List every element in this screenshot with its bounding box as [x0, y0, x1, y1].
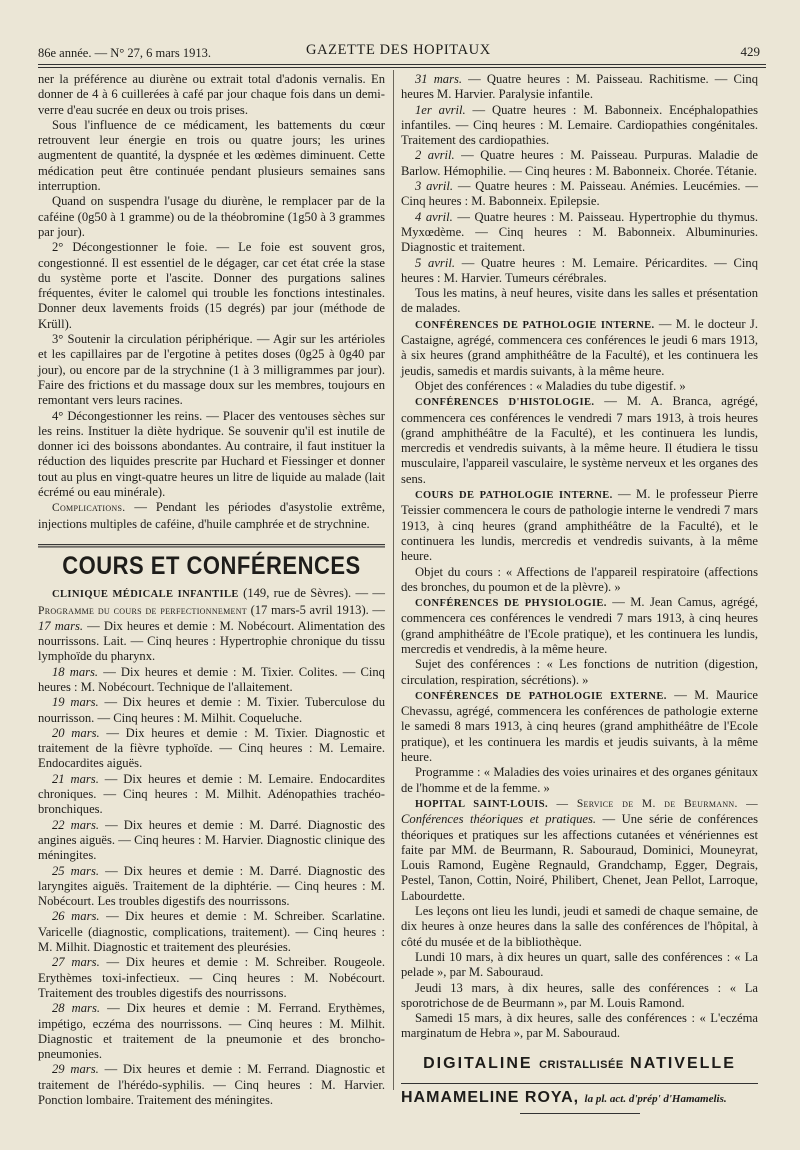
announcement-text: — M. le professeur Pierre Teissier commencera le cours de pathologie interne le vendredi 7 mars 1913, à cinq heures (grand amphithéâtre de la Faculté), et le continuera les lundis, mercredis et vendredis suivants, à la même heure.: [401, 487, 759, 564]
entry-text: — Dix heures et demie : M. Tixier. Colites. — Cinq heures : M. Nobécourt. Technique de l'allaitement.: [38, 664, 385, 694]
announcement-text: — Une série de conférences théoriques et pratiques sur les affections cutanées et vénériennes est faite par MM. de Beurmann, R. Sabouraud, Dominici, Mouneyrat, Louis Ramond, Eugène Regnauld, Grandchamp, Egger, Degrais, Pestel, Tanon, Cottin, Noiré, Philibert, Chenet, Jean Pellot, Larroque, Labourdette.: [401, 812, 758, 903]
announcement-heading: CONFÉRENCES DE PHYSIOLOGIE.: [415, 598, 607, 610]
course-heading: CLINIQUE MÉDICALE INFANTILE: [52, 589, 239, 601]
header-rule: [38, 64, 766, 68]
ad-word: NATIVELLE: [630, 1054, 736, 1072]
ornament-divider: [520, 1113, 640, 1114]
ad-subtext: la pl. act. d'prép' d'Hamamelis.: [584, 1093, 727, 1105]
paragraph: Sujet des conférences : « Les fonctions de nutrition (digestion, circulation, respiration, sécrétions). »: [401, 657, 758, 687]
schedule-entry: [38, 1001, 385, 1062]
schedule-entry: [38, 665, 385, 696]
announcement: [401, 317, 758, 379]
entry-date: 27 mars.: [52, 955, 100, 970]
paragraph: [38, 500, 385, 532]
paragraph: Jeudi 13 mars, à dix heures, salle des conférences : « La sporotrichose de de Beurmann », par M. Louis Ramond.: [401, 980, 758, 1010]
announcement: [401, 688, 758, 765]
entry-date: 20 mars.: [52, 725, 100, 740]
announcement: [401, 796, 758, 904]
schedule-entry: [401, 256, 758, 287]
entry-date: 4 avril.: [415, 209, 453, 224]
announcement: [401, 487, 758, 564]
left-column: [38, 72, 385, 1108]
entry-text: — Dix heures et demie : M. Ferrand. Erythèmes, impétigo, eczéma des nourrissons. — Cinq heures : M. Milhit. Diagnostic et traitement de la pneumonie et des broncho-pneumonies.: [38, 1001, 385, 1062]
advertisement-hamameline: [401, 1083, 758, 1107]
paragraph: Quand on suspendra l'usage du diurène, le remplacer par de la caféine (0g50 à 1 gramme) ou de la théobromine (1g50 à 3 grammes par jour).: [38, 194, 385, 239]
paragraph: Lundi 10 mars, à dix heures un quart, salle des conférences : « La pelade », par M. Sabouraud.: [401, 949, 758, 980]
schedule-entry: [401, 103, 758, 149]
entry-text: — Quatre heures : M. Lemaire. Péricardites. — Cinq heures : M. Harvier. Tumeurs cérébrales.: [401, 255, 758, 285]
paragraph: 3° Soutenir la circulation périphérique. — Agir sur les artérioles et les capillaires par de l'ergotine à petites doses (0g25 à 0g40 par jour), ou encore par de la strychnine (1 à 3 milligrammes par jour). Faire des frictions et du massage doux sur les membres, toujours en remontant vers leurs racines.: [38, 332, 385, 408]
paragraph-text: — Pendant les périodes d'asystolie extrême, injections multiples de caféine, d'huile camphrée et de strychnine.: [38, 500, 385, 531]
course-intro: [38, 586, 385, 664]
entry-date: 21 mars.: [52, 771, 99, 786]
schedule-entry: [38, 772, 385, 818]
announcement-heading: HOPITAL SAINT-LOUIS.: [415, 798, 548, 810]
paragraph: Sous l'influence de ce médicament, les battements du cœur retrouvent leur énergie en trois ou quatre jours; les urines augmentent de quantité, la dyspnée et les œdèmes diminuent. Cette médication peut être continuée pendant plusieurs semaines sans interruption.: [38, 117, 385, 194]
ad-word: HAMAMELINE ROYA,: [401, 1089, 580, 1106]
entry-date: 5 avril.: [415, 255, 455, 270]
entry-date: 22 mars.: [52, 817, 100, 832]
course-program: Programme du cours de perfectionnement: [38, 604, 247, 617]
entry-date: 26 mars.: [52, 909, 100, 924]
schedule-entry: [401, 148, 758, 179]
schedule-entry: [38, 726, 385, 772]
announcement-text: — M. le docteur J. Castaigne, agrégé, commencera ces conférences le jeudi 6 mars 1913, à six heures (grand amphithéâtre de la Faculté), et les continuera les jeudis, samedis et mardis suivants, à la même heure.: [401, 316, 758, 378]
ad-word: DIGITALINE: [423, 1054, 533, 1072]
entry-text: — Quatre heures : M. Paisseau. Rachitisme. — Cinq heures M. Harvier. Paralysie infantile.: [401, 72, 758, 102]
paragraph: Tous les matins, à neuf heures, visite dans les salles et présentation de malades.: [401, 286, 758, 316]
journal-title: GAZETTE DES HOPITAUX: [306, 42, 491, 58]
entry-text: — Dix heures et demie : M. Schreiber. Rougeole. Erythèmes toxi-infectieux. — Cinq heures : M. Nobécourt. Traitement des troubles digestifs des nourrissons.: [38, 955, 386, 1000]
schedule-entry: [401, 179, 758, 210]
announcement-subtitle: Conférences théoriques et pratiques.: [401, 812, 597, 827]
page-number: 429: [740, 44, 760, 59]
entry-text: — Dix heures et demie : M. Darré. Diagnostic des laryngites aiguës. Traitement de la diphtérie. — Cinq heures : M. Nobécourt. Les troubles digestifs des nourrissons.: [38, 863, 385, 909]
entry-date: 29 mars.: [52, 1062, 99, 1077]
ad-word: CRISTALLISÉE: [539, 1058, 624, 1071]
paragraph-label: Complications.: [52, 502, 126, 515]
entry-text: — Dix heures et demie : M. Nobécourt. Alimentation des nourrissons. Lait. — Cinq heures : Hypertrophie chronique du tissu lymphoïde du pharynx.: [38, 618, 385, 664]
announcement-text: — M. Maurice Chevassu, agrégé, commencera les conférences de pathologie externe le samedi 8 mars 1913, à cinq heures (grand amphithéâtre de l'Ecole pratique), et les continuera les mardis et jeudis suivants, à la même heure.: [401, 687, 758, 765]
entry-date: 18 mars.: [52, 664, 99, 679]
entry-text: — Dix heures et demie : M. Tixier. Diagnostic et traitement de la fièvre typhoïde. — Cinq heures : M. Lemaire. Endocardites aiguës.: [38, 725, 385, 771]
paragraph: Objet des conférences : « Maladies du tube digestif. »: [415, 378, 686, 393]
schedule-entry: [401, 72, 758, 103]
paragraph: Programme : « Maladies des voies urinaires et des organes génitaux de l'homme et de la femme. »: [401, 765, 758, 795]
entry-date: 17 mars.: [38, 618, 84, 633]
announcement: [401, 394, 758, 487]
paragraph: Objet du cours : « Affections de l'appareil respiratoire (affections des bronches, du poumon et de la plèvre). »: [401, 564, 758, 594]
paragraph: Samedi 15 mars, à dix heures, salle des conférences : « L'eczéma marginatum de Hebra », par M. Sabouraud.: [401, 1011, 758, 1041]
entry-text: — Dix heures et demie : M. Schreiber. Scarlatine. Varicelle (diagnostic, complications, traitement). — Cinq heures : M. Milhit. Diagnostic et traitement des pleurésies.: [38, 909, 385, 955]
entry-date: 25 mars.: [52, 863, 100, 878]
announcement-text: — M. A. Branca, agrégé, commencera ces conférences le vendredi 7 mars 1913, à trois heures (grand amphithéâtre de la Faculté), et les continuera les lundis, mercredis et vendredis suivants, à la même heure. Il étudiera le tissu musculaire, l'appareil vasculaire, le système nerveux et les organes des sens.: [401, 394, 758, 486]
paragraph: 2° Décongestionner le foie. — Le foie est souvent gros, congestionné. Il est essentiel de le dégager, car cet état crée la stase du système porte et l'ascite. Donner des purgations salines fréquentes, éviter le calomel qui trouble les fonctions intestinales. Donner deux lavements froids (15 degrés) par jour (méthode de Krüll).: [38, 240, 385, 331]
announcement-text: — M. Jean Camus, agrégé, commencera ces conférences le vendredi 7 mars 1913, à cinq heures (grand amphithéâtre de l'Ecole pratique), et les continuera les lundis, mercredis et vendredis, à la même heure.: [401, 595, 758, 656]
paragraph: 4° Décongestionner les reins. — Placer des ventouses sèches sur les reins. Instituer la diète hydrique. Se souvenir qu'il est inutile de donner ici des boissons abondantes. Au contraire, il faut instituer la réduction des liquides prescrite par Huchard et Fiessinger et donner tout au plus en vingt-quatre heures un litre de liquide au malade (lait écrémé ou eau minérale).: [38, 408, 385, 500]
announcement-heading: CONFÉRENCES DE PATHOLOGIE INTERNE.: [415, 319, 655, 331]
course-dates: (17 mars-5 avril 1913). —: [246, 602, 385, 617]
paragraph: Les leçons ont lieu les lundi, jeudi et samedi de chaque semaine, de dix heures à onze heures dans la salle des conférences de l'hôpital, à côté du musée et de la bibliothèque.: [401, 904, 758, 949]
entry-date: 2 avril.: [415, 148, 455, 163]
schedule-entry: [38, 1062, 385, 1108]
entry-date: 1er avril.: [415, 102, 466, 117]
issue-info: 86e année. — N° 27, 6 mars 1913.: [38, 46, 212, 60]
advertisement-digitaline: [401, 1056, 758, 1073]
entry-text: — Quatre heures : M. Paisseau. Anémies. Leucémies. — Cinq heures : M. Babonneix. Epilepsie.: [401, 179, 758, 209]
schedule-entry: [38, 955, 385, 1001]
entry-text: — Dix heures et demie : M. Lemaire. Endocardites chroniques. — Cinq heures : M. Milhit. Adénopathies trachéo-bronchiques.: [38, 771, 385, 817]
column-divider: [393, 70, 394, 1090]
announcement-heading: CONFÉRENCES DE PATHOLOGIE EXTERNE.: [415, 690, 667, 702]
schedule-entry: [38, 864, 385, 910]
entry-text: — Dix heures et demie : M. Ferrand. Diagnostic et traitement de l'hérédo-syphilis. — Cinq heures : M. Harvier. Ponction lombaire. Traitement des méningites.: [38, 1062, 385, 1107]
schedule-entry: [401, 210, 758, 256]
section-title: COURS ET CONFÉRENCES: [38, 544, 385, 574]
entry-text: — Dix heures et demie : M. Tixier. Tuberculose du nourrisson. — Cinq heures : M. Milhit. Coqueluche.: [38, 695, 386, 725]
right-column: [401, 72, 758, 1114]
schedule-entry: [38, 909, 385, 955]
announcement-heading: CONFÉRENCES D'HISTOLOGIE.: [415, 397, 595, 409]
entry-text: — Dix heures et demie : M. Darré. Diagnostic des angines aiguës. — Cinq heures : M. Harvier. Diagnostic clinique des méningites.: [38, 817, 385, 863]
entry-text: — Quatre heures : M. Babonneix. Encéphalopathies infantiles. — Cinq heures : M. Lemaire. Cardiopathies congénitales. Traitement des cardiopathies.: [401, 102, 758, 148]
schedule-entry: [38, 818, 385, 864]
entry-text: — Quatre heures : M. Paisseau. Purpuras. Maladie de Barlow. Hémophilie. — Cinq heures : M. Babonneix. Chorée. Tétanie.: [401, 148, 758, 178]
entry-date: 3 avril.: [415, 179, 454, 194]
service-label: — Service de M. de Beurmann. —: [547, 797, 758, 810]
paragraph: ner la préférence au diurène ou extrait total d'adonis vernalis. En donner de 4 à 6 cuillerées à café par jour chaque fois dans un demi-verre d'eau sucrée en deux ou trois prises.: [38, 72, 385, 117]
schedule-entry: [38, 695, 385, 726]
entry-date: 19 mars.: [52, 695, 99, 710]
entry-date: 28 mars.: [52, 1001, 101, 1016]
page-header: [38, 40, 764, 62]
announcement-heading: COURS DE PATHOLOGIE INTERNE.: [415, 490, 613, 502]
entry-date: 31 mars.: [415, 72, 463, 86]
announcement: [401, 595, 758, 657]
entry-text: — Quatre heures : M. Paisseau. Hypertrophie du thymus. Myxœdème. — Cinq heures : M. Babonneix. Albuminuries. Diagnostic et traitement.: [401, 209, 758, 255]
course-location: (149, rue de Sèvres). — —: [238, 586, 386, 601]
